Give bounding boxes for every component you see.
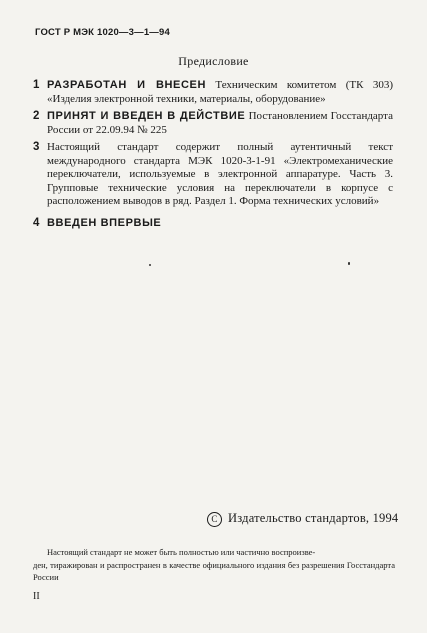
copyright-line: [207, 511, 398, 527]
item-text: Постановлением Госстандарта России от 22.09.94 № 225: [47, 110, 393, 136]
copyright-text: Издательство стандартов, 1994: [228, 511, 399, 525]
copyright-icon: С: [207, 512, 222, 527]
item-lead: ВВЕДЕН ВПЕРВЫЕ: [47, 217, 162, 229]
item-lead: ПРИНЯТ И ВВЕДЕН В ДЕЙСТВИЕ: [47, 110, 246, 122]
item-text: Техническим комитетом (ТК 303) «Изделия электронной техники, материалы, оборудование»: [47, 79, 393, 105]
notice-line: Настоящий стандарт не может быть полностью или частично воспроизве-: [47, 547, 316, 557]
item-lead: РАЗРАБОТАН И ВНЕСЕН: [47, 79, 207, 91]
notice-text: ден, тиражирован и распространен в качестве официального издания без разрешения Госстандарта России: [33, 559, 395, 582]
page-number: II: [33, 591, 40, 602]
item-number: 3: [33, 141, 40, 153]
standard-code-header: ГОСТ Р МЭК 1020—3—1—94: [35, 27, 170, 38]
page-title: Предисловие: [178, 54, 249, 68]
item-text: Настоящий стандарт содержит полный аутентичный текст международного стандарта МЭК 1020-3-1-91 «Электромеханические переключатели, используемые в электронной аппаратуре. Часть 3. Групповые технические условия на переключатели в корпусе с расположением выводов в ряд. Раздел 1. Форма технических условий»: [47, 141, 393, 207]
reproduction-notice: [33, 546, 395, 584]
list-item: [33, 217, 393, 233]
item-number: 2: [33, 110, 40, 122]
item-body: [47, 79, 393, 106]
item-number: 1: [33, 79, 40, 91]
item-body: [47, 141, 393, 209]
item-body: [47, 110, 393, 137]
list-item: [33, 79, 393, 107]
speck-mark: [348, 262, 350, 265]
list-item: [33, 141, 393, 211]
item-body: [47, 217, 393, 231]
speck-mark: [149, 264, 151, 266]
item-number: 4: [33, 217, 40, 229]
list-item: [33, 110, 393, 138]
